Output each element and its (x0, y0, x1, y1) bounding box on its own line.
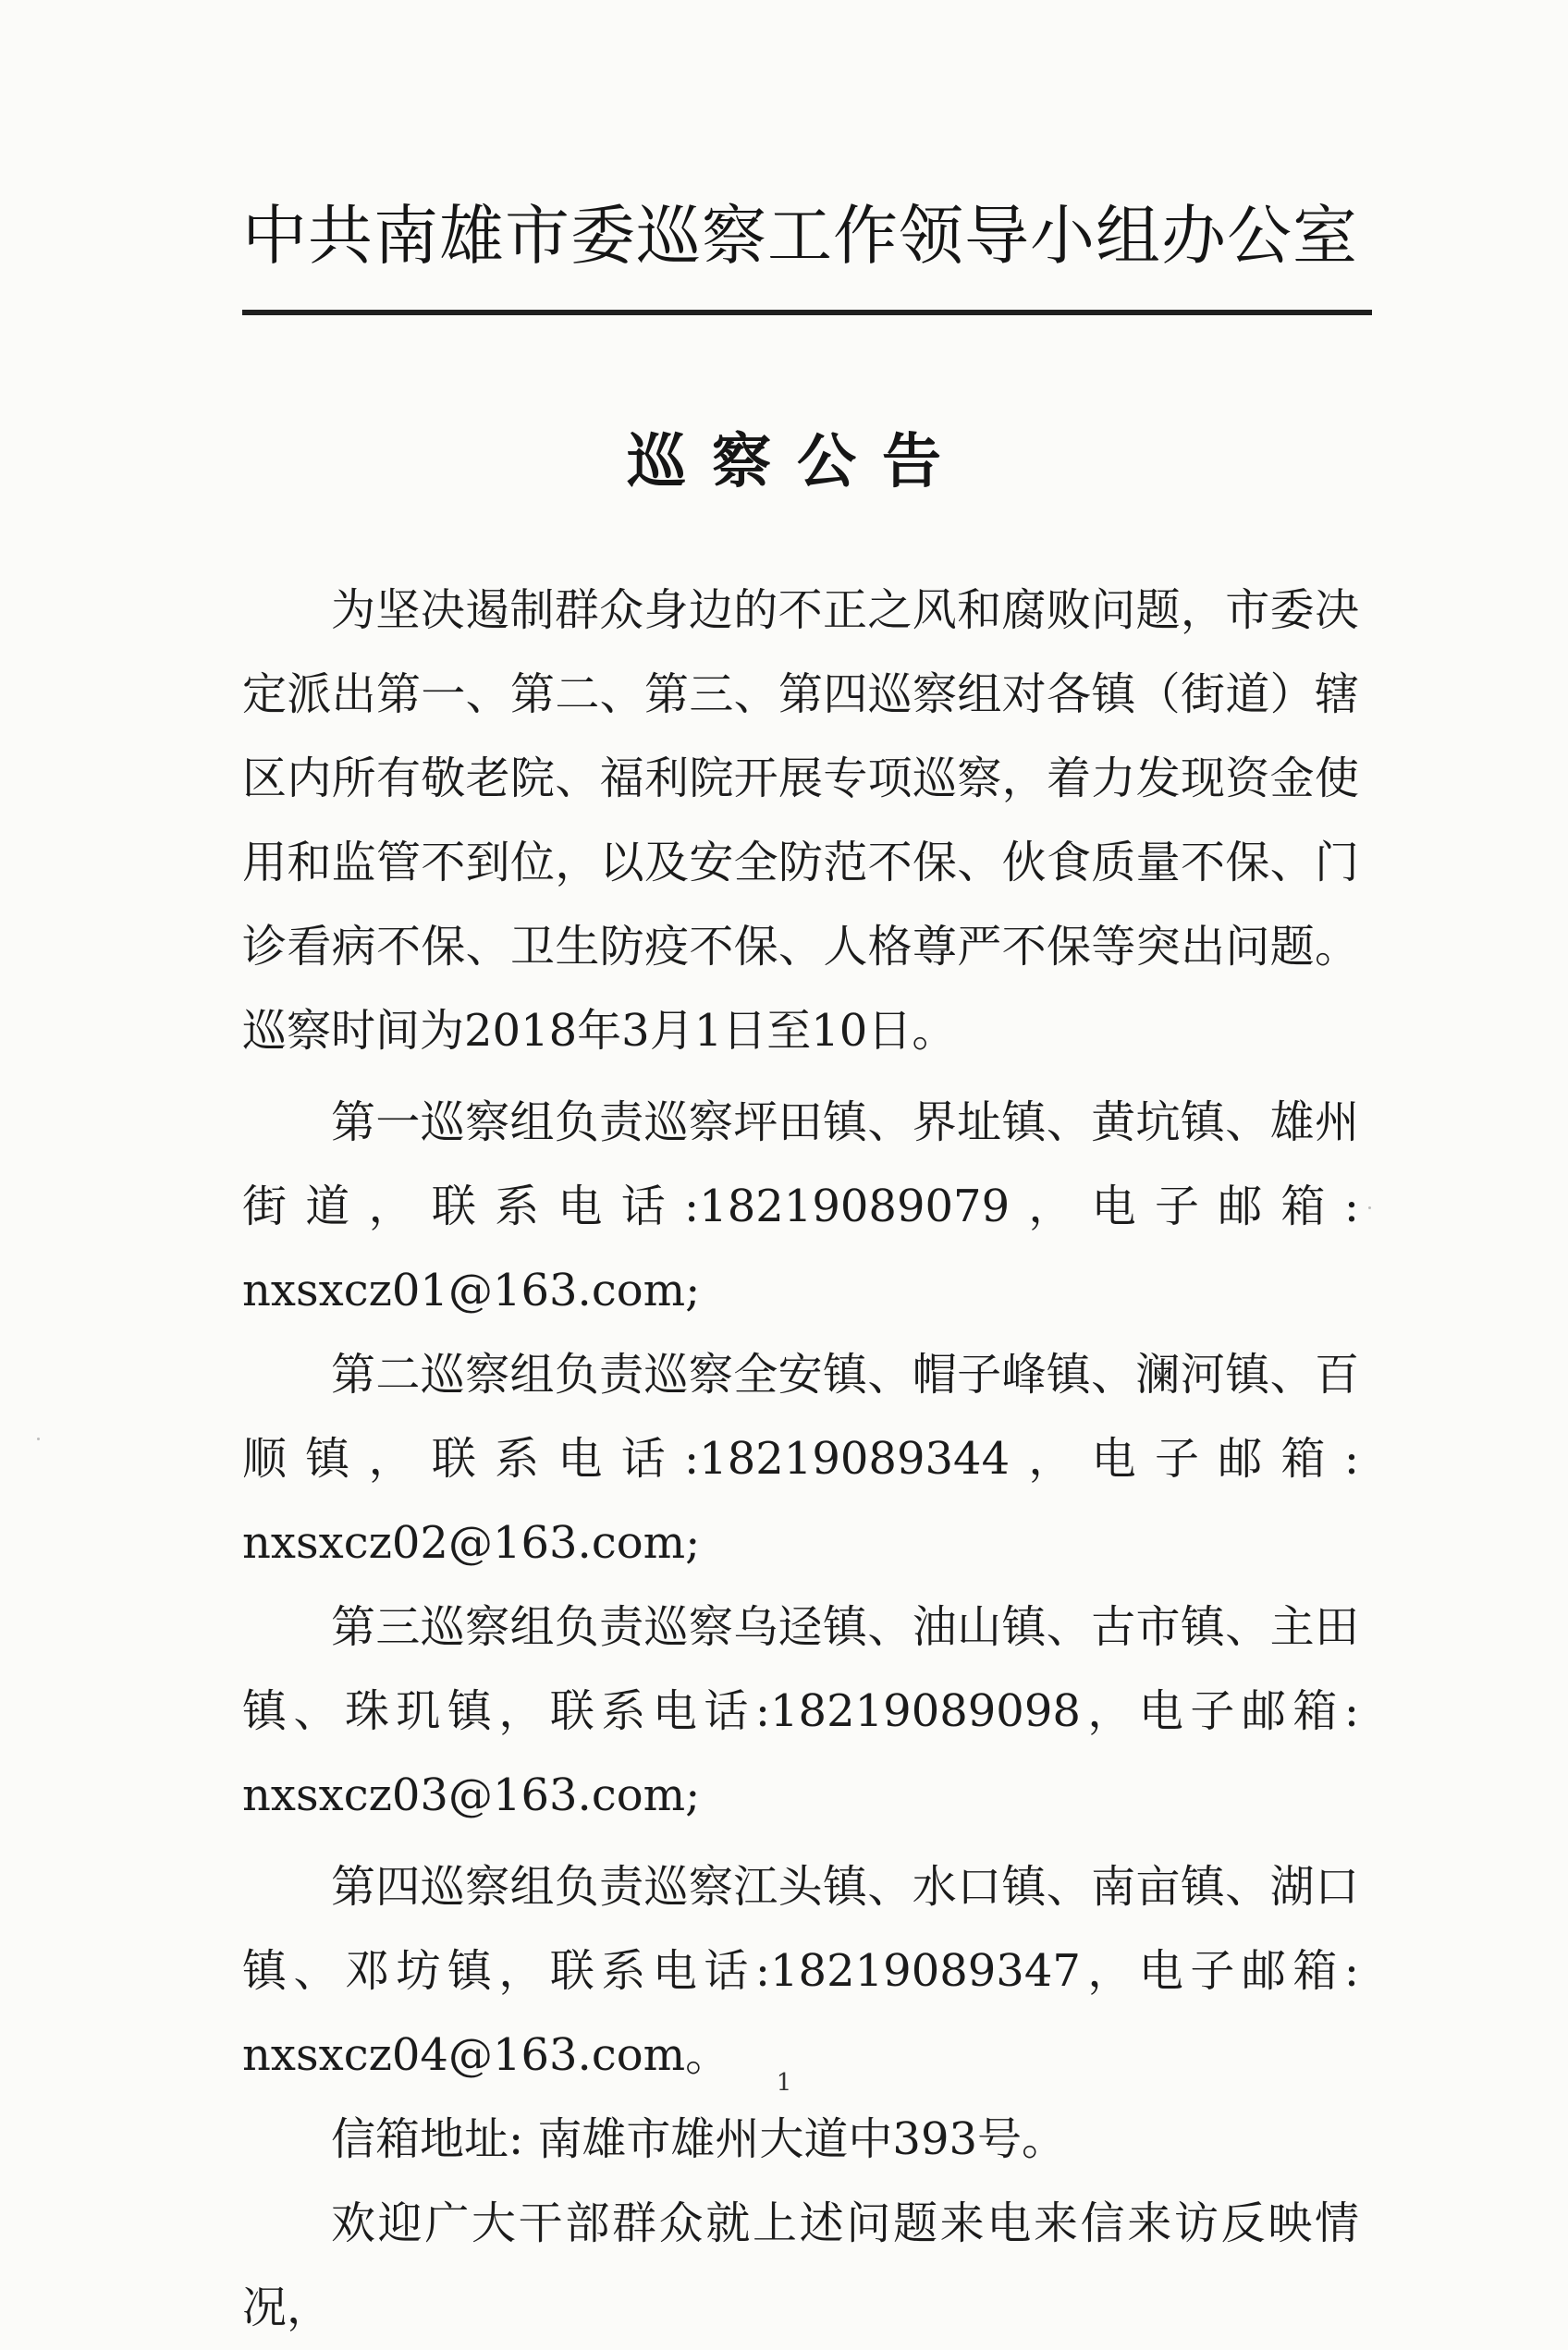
group-one-paragraph: 第一巡察组负责巡察坪田镇、界址镇、黄坑镇、雄州街道，联系电话:18219089079，电子邮箱: nxsxcz01@163.com; (242, 1096, 1359, 1316)
group-three-paragraph: 第三巡察组负责巡察乌迳镇、油山镇、古市镇、主田镇、珠玑镇，联系电话:18219089098，电子邮箱: nxsxcz03@163.com; (242, 1601, 1359, 1821)
group-two-paragraph: 第二巡察组负责巡察全安镇、帽子峰镇、澜河镇、百顺镇，联系电话:18219089344，电子邮箱: nxsxcz02@163.com; (242, 1349, 1359, 1569)
mailbox-address-paragraph: 信箱地址: 南雄市雄州大道中393号。 (331, 2113, 1067, 2165)
group-four-paragraph: 第四巡察组负责巡察江头镇、水口镇、南亩镇、湖口镇、邓坊镇，联系电话:18219089347，电子邮箱: nxsxcz04@163.com。 (242, 1861, 1359, 2081)
document-title: 巡察公告 (627, 427, 967, 496)
welcome-paragraph: 欢迎广大干部群众就上述问题来电来信来访反映情况， (242, 2197, 1359, 2333)
letterhead-divider (242, 310, 1372, 315)
scan-speck (37, 1438, 40, 1440)
letterhead-title: 中共南雄市委巡察工作领导小组办公室 (242, 198, 1358, 274)
scan-speck (1368, 1206, 1371, 1209)
page-number: 1 (776, 2069, 792, 2097)
intro-paragraph: 为坚决遏制群众身边的不正之风和腐败问题，市委决定派出第一、第二、第三、第四巡察组对各镇（街道）辖区内所有敬老院、福利院开展专项巡察，着力发现资金使用和监管不到位，以及安全防范不保、伙食质量不保、门诊看病不保、卫生防疫不保、人格尊严不保等突出问题。巡察时间为2018年3月1日至10日。 (242, 584, 1359, 1057)
